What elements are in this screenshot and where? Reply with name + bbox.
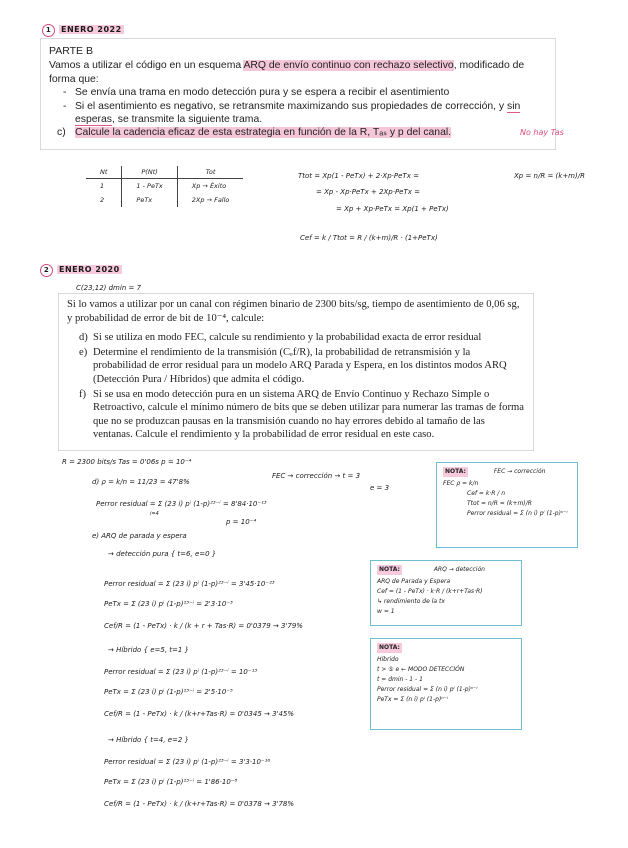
probability-table — [86, 166, 243, 207]
section-tag-1 — [42, 24, 124, 37]
code-note: C(23,12) dmin = 7 — [76, 284, 142, 292]
question-e: e) Determine el rendimiento de la transmisión (Cₑf/R), la probabilidad de retransmisión y la probabilidad de error residual para un modelo ARQ Parada y Espera, en los distintos modos ARQ (Detección Pura / Híbridos) que admita el código. — [79, 346, 507, 385]
exercise-enero-2020 — [58, 293, 534, 451]
work-line: Perror residual = Σ (23 i) pⁱ (1-p)²³⁻ⁱ = 8'84·10⁻¹³ — [96, 500, 267, 508]
section-number: 2 — [40, 264, 53, 277]
question-d: d) Si se utiliza en modo FEC, calcule su rendimiento y la probabilidad exacta de error residual — [79, 332, 482, 344]
work-line: PeTx = Σ (23 i) pⁱ (1-p)²³⁻ⁱ = 1'86·10⁻⁸ — [104, 778, 238, 786]
exercise-part-b — [40, 38, 556, 150]
given-values: R = 2300 bits/s Tas = 0'06s p = 10⁻⁴ — [62, 458, 192, 466]
note-arq: NOTA: ARQ → detección ARQ de Parada y Espera Cef = (1 - PeTx) · k·R / (k+r+Tas·R) ↳ rendimiento de la tx w = 1 — [370, 560, 522, 626]
table-row: 1 1 - PeTx Xp → Éxito — [86, 179, 243, 194]
work-line: PeTx = Σ (23 i) pⁱ (1-p)²³⁻ⁱ = 2'5·10⁻⁵ — [104, 688, 233, 696]
col-header: Tot — [177, 166, 243, 179]
note-title: NOTA: — [379, 566, 400, 573]
section-date: ENERO 2020 — [59, 265, 120, 274]
work-line: Cef/R = (1 - PeTx) · k / (k + r + Tas·R) = 0'0379 → 3'79% — [104, 622, 303, 630]
calc-line: Ttot = Xp(1 - PeTx) + 2·Xp·PeTx = — [298, 172, 419, 180]
note-title: NOTA: — [445, 468, 466, 475]
work-line: e) ARQ de parada y espera — [92, 532, 187, 540]
part-b-intro: Vamos a utilizar el código en un esquema ARQ de envío continuo con rechazo selectivo, modificado de forma que: — [49, 60, 525, 85]
calc-line: Xp = n/R = (k+m)/R — [514, 172, 585, 180]
question-c: c) Calcule la cadencia eficaz de esta estrategia en función de la R, Tₐₛ y p del canal. — [57, 127, 452, 139]
work-line: i=4 — [150, 511, 159, 517]
work-line: Cef/R = (1 - PeTx) · k / (k+r+Tas·R) = 0'0345 → 3'45% — [104, 710, 295, 718]
work-line: Perror residual = Σ (23 i) pⁱ (1-p)²³⁻ⁱ = 3'45·10⁻²³ — [104, 580, 275, 588]
table-row: 2 PeTx 2Xp → Fallo — [86, 193, 243, 207]
work-line: PeTx = Σ (23 i) pⁱ (1-p)²³⁻ⁱ = 2'3·10⁻³ — [104, 600, 233, 608]
highlight: ARQ de envío continuo con rechazo selectivo — [243, 60, 454, 72]
section-date: ENERO 2022 — [61, 25, 122, 34]
side-note: No hay Tas — [520, 128, 564, 137]
note-title: NOTA: — [379, 644, 400, 651]
calc-line: Cef = k / Ttot = R / (k+m)/R · (1+PeTx) — [300, 234, 438, 242]
work-line: Cef/R = (1 - PeTx) · k / (k+r+Tas·R) = 0'0378 → 3'78% — [104, 800, 295, 808]
work-line: → Híbrido { e=5, t=1 } — [108, 646, 190, 654]
note-fec: NOTA: FEC → corrección FEC ρ = k/n Cef = k·R / n Ttot = n/R = (k+m)/R Perror residual = Σ (n i) pⁱ (1-p)ⁿ⁻ⁱ — [436, 462, 578, 548]
col-header: P(Nt) — [122, 166, 177, 179]
work-line: Perror residual = Σ (23 i) pⁱ (1-p)²³⁻ⁱ = 10⁻¹³ — [104, 668, 258, 676]
calc-line: = Xp + Xp·PeTx = Xp(1 + PeTx) — [336, 205, 449, 213]
work-line: Perror residual = Σ (23 i) pⁱ (1-p)²³⁻ⁱ = 3'3·10⁻¹⁶ — [104, 758, 271, 766]
section-number: 1 — [42, 24, 55, 37]
col-header: Nt — [86, 166, 122, 179]
section-tag-2 — [40, 264, 122, 277]
calc-line: = Xp - Xp·PeTx + 2Xp·PeTx = — [316, 188, 420, 196]
work-line: e = 3 — [370, 484, 390, 492]
bullet-1: - Se envía una trama en modo detección pura y se espera a recibir el asentimiento — [63, 87, 450, 99]
bullet-2: - Si el asentimiento es negativo, se retransmite maximizando sus propiedades de corrección, y sin esperas, se transmite la siguiente trama. — [63, 100, 521, 126]
work-line: → Híbrido { t=4, e=2 } — [108, 736, 190, 744]
work-line: → detección pura { t=6, e=0 } — [108, 550, 217, 558]
work-line: d) ρ = k/n = 11/23 = 47'8% — [92, 478, 190, 486]
exercise-intro: Si lo vamos a utilizar por un canal con régimen binario de 2300 bits/sg, tiempo de asentimiento de 0,06 sg, y probabilidad de error de bit de 10⁻⁴, calcule: — [67, 299, 520, 324]
work-line: FEC → corrección → t = 3 — [272, 472, 361, 480]
underline: sin esperas — [75, 100, 521, 126]
part-b-title: PARTE B — [49, 45, 93, 57]
note-hibrido: NOTA: Híbrido t > ⑤ e ← MODO DETECCIÓN t = dmin - 1 - 1 Perror residual = Σ (n i) pⁱ (1-p)ⁿ⁻ⁱ PeTx = Σ (n i) pⁱ (1-p)ⁿ⁻ⁱ — [370, 638, 522, 730]
work-line: p = 10⁻⁴ — [226, 518, 257, 526]
question-f: f) Si se usa en modo detección pura en un sistema ARQ de Envío Continuo y Rechazo Simple o Retroactivo, calcule el mínimo número de bits que se deben utilizar para numerar las tramas de forma que no se produzcan pausas en la transmisión cuando no hay errores debido al tamaño de las ventanas. Calcule el rendimiento y la probabilidad de error residual en este caso. — [79, 388, 524, 441]
